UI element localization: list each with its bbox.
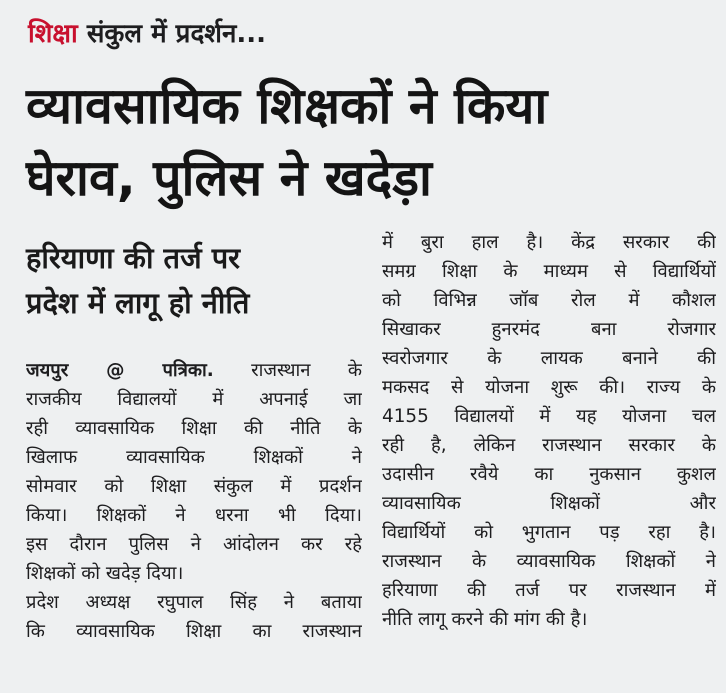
headline-line-2: घेराव, पुलिस ने खदेड़ा [26, 149, 432, 207]
body-line: समग्र शिक्षा के माध्यम से विद्यार्थियों [382, 261, 716, 282]
body-column-left [26, 356, 362, 646]
top-edge-strip [0, 0, 726, 10]
section-kicker [28, 14, 266, 54]
body-line: शिक्षकों को खदेड़ दिया। [26, 563, 184, 584]
body-line: व्यावसायिक शिक्षकों और [382, 493, 716, 514]
body-line: खिलाफ व्यावसायिक शिक्षकों ने [26, 447, 362, 468]
body-line: राजस्थान के व्यावसायिक शिक्षकों ने [382, 551, 716, 572]
body-line: प्रदेश अध्यक्ष रघुपाल सिंह ने बताया [26, 592, 362, 613]
body-line: हरियाणा की तर्ज पर राजस्थान में [382, 580, 716, 601]
body-line: सिखाकर हुनरमंद बना रोजगार [382, 319, 716, 340]
body-line-text: राजस्थान के [213, 360, 362, 381]
body-line: कि व्यावसायिक शिक्षा का राजस्थान [26, 621, 362, 642]
kicker-tag: शिक्षा [28, 19, 78, 49]
headline-line-1: व्यावसायिक शिक्षकों ने किया [26, 77, 548, 135]
body-line: मकसद से योजना शुरू की। राज्य के [382, 377, 716, 398]
body-line [26, 356, 362, 385]
body-column-right [382, 228, 716, 634]
dateline: जयपुर @ पत्रिका. [26, 360, 214, 381]
body-line: सोमवार को शिक्षा संकुल में प्रदर्शन [26, 476, 362, 497]
body-line: में बुरा हाल है। केंद्र सरकार की [382, 232, 716, 253]
body-line: किया। शिक्षकों ने धरना भी दिया। [26, 505, 362, 526]
body-line: को विभिन्न जॉब रोल में कौशल [382, 290, 716, 311]
body-line: रही है, लेकिन राजस्थान सरकार के [382, 435, 716, 456]
headline [26, 70, 716, 214]
body-line: राजकीय विद्यालयों में अपनाई जा [26, 389, 362, 410]
body-line: नीति लागू करने की मांग की है। [382, 609, 588, 630]
subheadline-line-2: प्रदेश में लागू हो नीति [26, 286, 250, 320]
body-line: इस दौरान पुलिस ने आंदोलन कर रहे [26, 534, 362, 555]
body-line: उदासीन रवैये का नुकसान कुशल [382, 464, 716, 485]
body-line: 4155 विद्यालयों में यह योजना चल [382, 406, 716, 427]
body-line: रही व्यावसायिक शिक्षा की नीति के [26, 418, 362, 439]
subheadline-line-1: हरियाणा की तर्ज पर [26, 241, 241, 275]
body-line: स्वरोजगार के लायक बनाने की [382, 348, 716, 369]
body-line: विद्यार्थियों को भुगतान पड़ रहा है। [382, 522, 716, 543]
kicker-text: संकुल में प्रदर्शन... [77, 19, 267, 49]
subheadline [26, 236, 366, 326]
